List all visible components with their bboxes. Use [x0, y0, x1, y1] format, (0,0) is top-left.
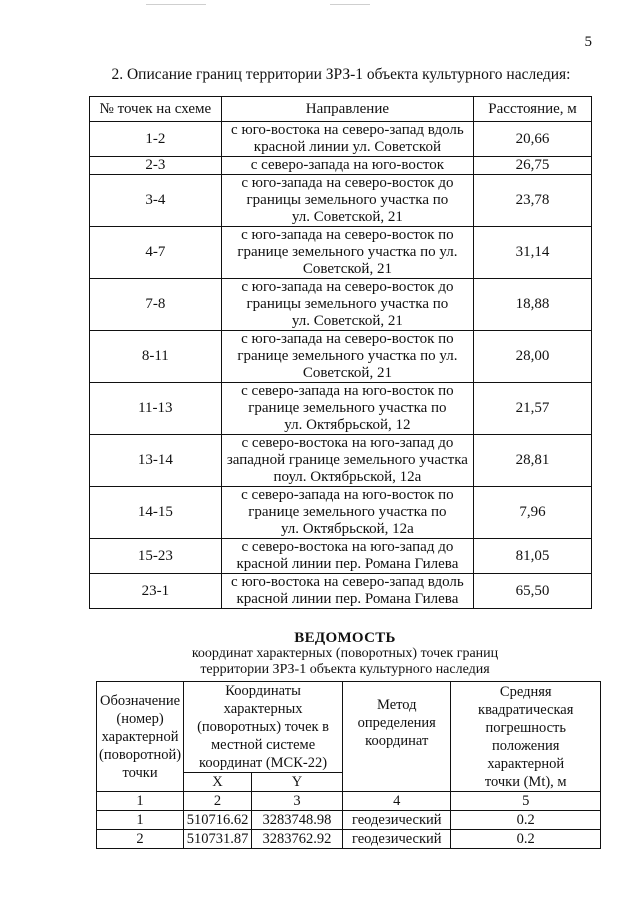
- table-header-row: [90, 97, 592, 122]
- section-title: 2. Описание границ территории ЗРЗ-1 объекта культурного наследия:: [111, 66, 571, 83]
- y-cell: 3283762.92: [251, 830, 342, 849]
- direction-cell: [221, 383, 473, 435]
- direction-line: границы земельного участка по: [246, 296, 449, 312]
- col-num: 4: [343, 792, 451, 811]
- header-distance: Расстояние, м: [474, 97, 592, 122]
- page-number: 5: [584, 34, 592, 50]
- table-row: [90, 331, 592, 383]
- x-cell: 510731.87: [184, 830, 252, 849]
- points-cell: 4-7: [90, 227, 222, 279]
- direction-line: границе земельного участка по ул.: [237, 348, 458, 364]
- table-row: [90, 157, 592, 175]
- distance-cell: 28,81: [474, 435, 592, 487]
- error-cell: 0.2: [451, 830, 601, 849]
- direction-cell: [221, 227, 473, 279]
- direction-line: Советской, 21: [302, 365, 392, 381]
- distance-cell: 21,57: [474, 383, 592, 435]
- direction-cell: [221, 539, 473, 574]
- method-cell: геодезический: [343, 811, 451, 830]
- direction-line: с юго-запада на северо-восток по: [241, 331, 454, 347]
- distance-cell: 65,50: [474, 574, 592, 609]
- direction-line: с северо-запада на юго-восток по: [241, 487, 454, 503]
- points-cell: 7-8: [90, 279, 222, 331]
- point-cell: 1: [97, 811, 184, 830]
- header-method: Метод определения координат: [343, 682, 451, 792]
- points-cell: 13-14: [90, 435, 222, 487]
- direction-line: границе земельного участка по: [248, 400, 447, 416]
- y-cell: 3283748.98: [251, 811, 342, 830]
- scan-edge-line: [330, 4, 370, 5]
- direction-cell: [221, 487, 473, 539]
- direction-line: с северо-запада на юго-восток: [250, 157, 445, 173]
- col-num: 1: [97, 792, 184, 811]
- direction-line: с северо-востока на юго-запад до: [241, 435, 454, 451]
- method-cell: геодезический: [343, 830, 451, 849]
- vedomost-subtitle-2: территории ЗРЗ-1 объекта культурного наследия: [200, 662, 490, 677]
- distance-cell: 23,78: [474, 175, 592, 227]
- distance-cell: 18,88: [474, 279, 592, 331]
- direction-cell: [221, 435, 473, 487]
- header-point-designation: Обозначение (номер) характерной (поворотной) точки: [97, 682, 184, 792]
- points-cell: 15-23: [90, 539, 222, 574]
- points-cell: 1-2: [90, 122, 222, 157]
- column-number-row: [97, 792, 601, 811]
- points-cell: 8-11: [90, 331, 222, 383]
- coords-row: [97, 830, 601, 849]
- direction-cell: [221, 574, 473, 609]
- header-mean-error: Средняя квадратическая погрешность положения характерной точки (Mt), м: [451, 682, 601, 792]
- distance-cell: 26,75: [474, 157, 592, 175]
- table-row: [90, 227, 592, 279]
- direction-line: с северо-востока на юго-запад до: [241, 539, 454, 555]
- direction-line: с юго-востока на северо-запад вдоль: [231, 122, 464, 138]
- table-row: [90, 175, 592, 227]
- header-direction: Направление: [221, 97, 473, 122]
- table-row: [90, 279, 592, 331]
- header-coordinates: Координаты характерных (поворотных) точек в местной системе координат (МСК-22): [184, 682, 343, 773]
- points-cell: 3-4: [90, 175, 222, 227]
- direction-line: ул. Советской, 21: [291, 313, 403, 329]
- direction-line: границе земельного участка по ул.: [237, 244, 458, 260]
- col-num: 2: [184, 792, 252, 811]
- direction-line: с юго-запада на северо-восток до: [241, 279, 454, 295]
- direction-line: красной линии пер. Романа Гилева: [236, 556, 459, 572]
- direction-line: с северо-запада на юго-восток по: [241, 383, 454, 399]
- table-row: [90, 122, 592, 157]
- table-row: [90, 539, 592, 574]
- direction-line: поул. Октябрьской, 12а: [273, 469, 422, 485]
- direction-cell: [221, 157, 473, 175]
- coords-header-row: [97, 682, 601, 773]
- col-num: 3: [251, 792, 342, 811]
- table-row: [90, 574, 592, 609]
- direction-line: западной границе земельного участка: [226, 452, 468, 468]
- table-row: [90, 383, 592, 435]
- direction-line: с юго-востока на северо-запад вдоль: [231, 574, 464, 590]
- distance-cell: 81,05: [474, 539, 592, 574]
- direction-line: с юго-запада на северо-восток до: [241, 175, 454, 191]
- coords-row: [97, 811, 601, 830]
- points-cell: 2-3: [90, 157, 222, 175]
- vedomost-subtitle-1: координат характерных (поворотных) точек границ: [191, 646, 499, 661]
- distance-cell: 20,66: [474, 122, 592, 157]
- direction-line: Советской, 21: [302, 261, 392, 277]
- point-cell: 2: [97, 830, 184, 849]
- direction-line: границе земельного участка по: [248, 504, 447, 520]
- direction-line: границы земельного участка по: [246, 192, 449, 208]
- direction-line: ул. Октябрьской, 12а: [280, 521, 414, 537]
- table-row: [90, 487, 592, 539]
- distance-cell: 28,00: [474, 331, 592, 383]
- distance-cell: 7,96: [474, 487, 592, 539]
- scan-edge-line: [146, 4, 206, 5]
- direction-cell: [221, 331, 473, 383]
- header-y: Y: [251, 773, 342, 792]
- x-cell: 510716.62: [184, 811, 252, 830]
- header-points: № точек на схеме: [90, 97, 222, 122]
- coordinates-table: [96, 681, 601, 849]
- direction-line: красной линии ул. Советской: [253, 139, 441, 155]
- direction-line: ул. Октябрьской, 12: [284, 417, 411, 433]
- points-cell: 23-1: [90, 574, 222, 609]
- direction-line: с юго-запада на северо-восток по: [241, 227, 454, 243]
- col-num: 5: [451, 792, 601, 811]
- direction-cell: [221, 175, 473, 227]
- vedomost-heading: ВЕДОМОСТЬ: [294, 630, 396, 646]
- direction-line: ул. Советской, 21: [291, 209, 403, 225]
- points-cell: 11-13: [90, 383, 222, 435]
- error-cell: 0.2: [451, 811, 601, 830]
- header-x: X: [184, 773, 252, 792]
- direction-cell: [221, 122, 473, 157]
- distance-cell: 31,14: [474, 227, 592, 279]
- direction-line: красной линии пер. Романа Гилева: [236, 591, 459, 607]
- points-cell: 14-15: [90, 487, 222, 539]
- direction-cell: [221, 279, 473, 331]
- table-row: [90, 435, 592, 487]
- boundary-description-table: [89, 96, 592, 609]
